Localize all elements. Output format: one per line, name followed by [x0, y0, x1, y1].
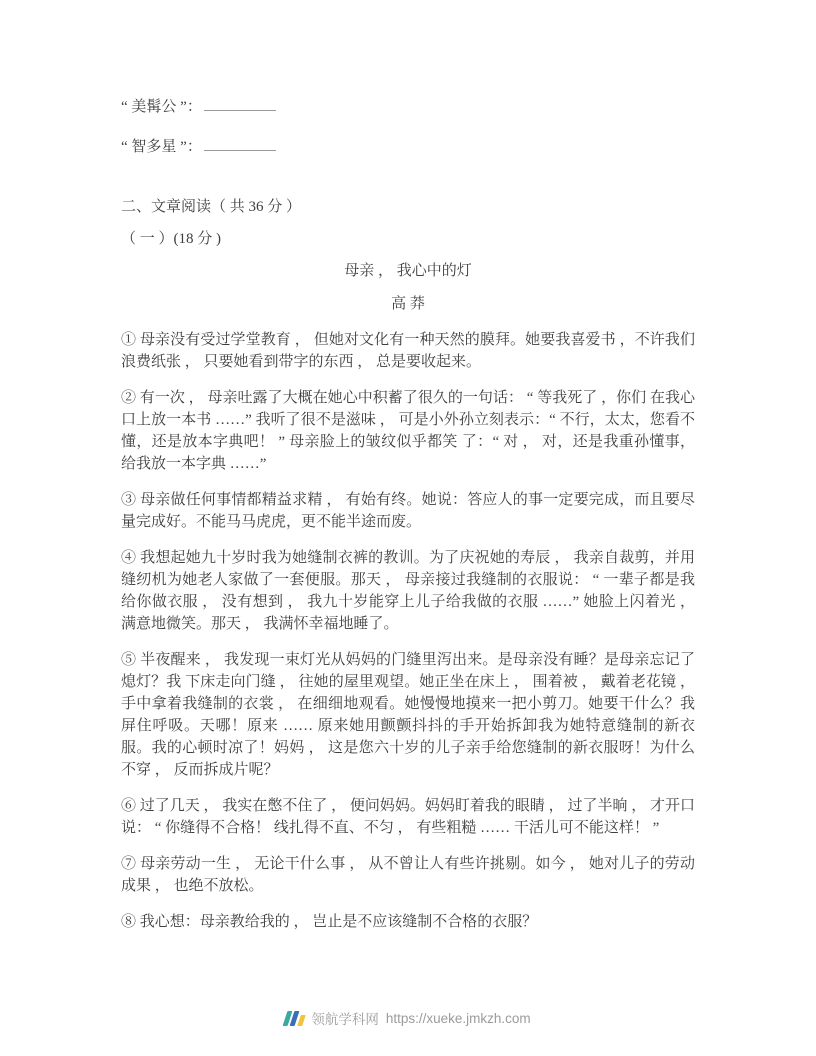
- article-author: 高 莽: [391, 296, 425, 312]
- article-paragraph-1: ① 母亲没有受过学堂教育 ， 但她对文化有一种天然的膜拜。她要我喜爱书 ，不许我们浪费纸张 ， 只要她看到带字的东西 ， 总是要收起来。: [121, 332, 695, 370]
- article-paragraph-5: ⑤ 半夜醒来 ， 我发现一束灯光从妈妈的门缝里泻出来。是母亲没有睡？是母亲忘记了熄灯？我 下床走向门缝 ， 往她的屋里观望。她正坐在床上 ， 围着被 ， 戴着老花镜 ， 手中拿着我缝制的衣裳 ， 在细细地观看。她慢慢地摸来一把小剪刀。她要干什么？我屏住呼吸。天哪！原来 …… 原来她用颤颤抖抖的手开始拆卸我为她特意缝制的新衣服。我的心顿时凉了！妈妈 ， 这是您六十岁的儿子亲手给您缝制的新衣服呀！为什么不穿 ， 反而拆成片呢？: [121, 652, 695, 778]
- document-content: [121, 96, 695, 933]
- footer-site-name: 领航学科网: [311, 1012, 379, 1027]
- article-paragraph-4: ④ 我想起她九十岁时我为她缝制衣裤的教训。为了庆祝她的寿辰 ， 我亲自裁剪，并用缝纫机为她老人家做了一套便服。那天 ， 母亲接过我缝制的衣服说： “ 一辈子都是我给你做衣服 ， 没有想到 ， 我九十岁能穿上儿子给我做的衣服 ……” 她脸上闪着光 ， 满意地微笑。那天 ， 我满怀幸福地睡了。: [121, 550, 695, 632]
- article-paragraph-3: ③ 母亲做任何事情都精益求精 ， 有始有终。她说：答应人的事一定要完成，而且要尽量完成好。不能马马虎虎，更不能半途而废。: [121, 492, 695, 530]
- fill-in-line-zhiduoxing: [121, 136, 695, 158]
- fill-in-line-meiran: [121, 96, 695, 118]
- fill-in-label: “ 美髯公 ”：: [121, 99, 202, 115]
- page-footer: [0, 1008, 816, 1028]
- section-heading: 二、文章阅读（ 共 36 分 ）: [121, 199, 302, 215]
- footer-url: https://xueke.jmkzh.com: [385, 1010, 531, 1026]
- article-title: 母亲 ， 我心中的灯: [344, 263, 472, 279]
- answer-blank: [204, 96, 276, 111]
- answer-blank: [204, 136, 276, 151]
- site-logo-icon: [285, 1011, 304, 1026]
- article-paragraph-2: ② 有一次 ， 母亲吐露了大概在她心中积蓄了很久的一句话： “ 等我死了 ，你们 在我心口上放一本书 ……” 我听了很不是滋味 ， 可是小外孙立刻表示：“ 不行，太太，您看不懂，还是放本字典吧！ ” 母亲脸上的皱纹似乎都笑 了：“ 对 ， 对，还是我重孙懂事，给我放一本字典 ……”: [121, 390, 695, 472]
- article-paragraph-8: ⑧ 我心想：母亲教给我的 ， 岂止是不应该缝制不合格的衣服？: [121, 914, 538, 930]
- fill-in-label: “ 智多星 ”：: [121, 139, 202, 155]
- subsection-heading: （ 一 ）(18 分 ): [121, 231, 221, 247]
- article-paragraph-7: ⑦ 母亲劳动一生 ， 无论干什么事 ， 从不曾让人有些许挑剔。如今 ， 她对儿子的劳动成果 ， 也绝不放松。: [121, 856, 695, 894]
- article-paragraph-6: ⑥ 过了几天 ， 我实在憋不住了 ， 便问妈妈。妈妈盯着我的眼睛 ， 过了半晌 ， 才开口说： “ 你缝得不合格！ 线扎得不直、不匀 ， 有些粗糙 …… 干活儿可不能这样！ ”: [121, 798, 695, 836]
